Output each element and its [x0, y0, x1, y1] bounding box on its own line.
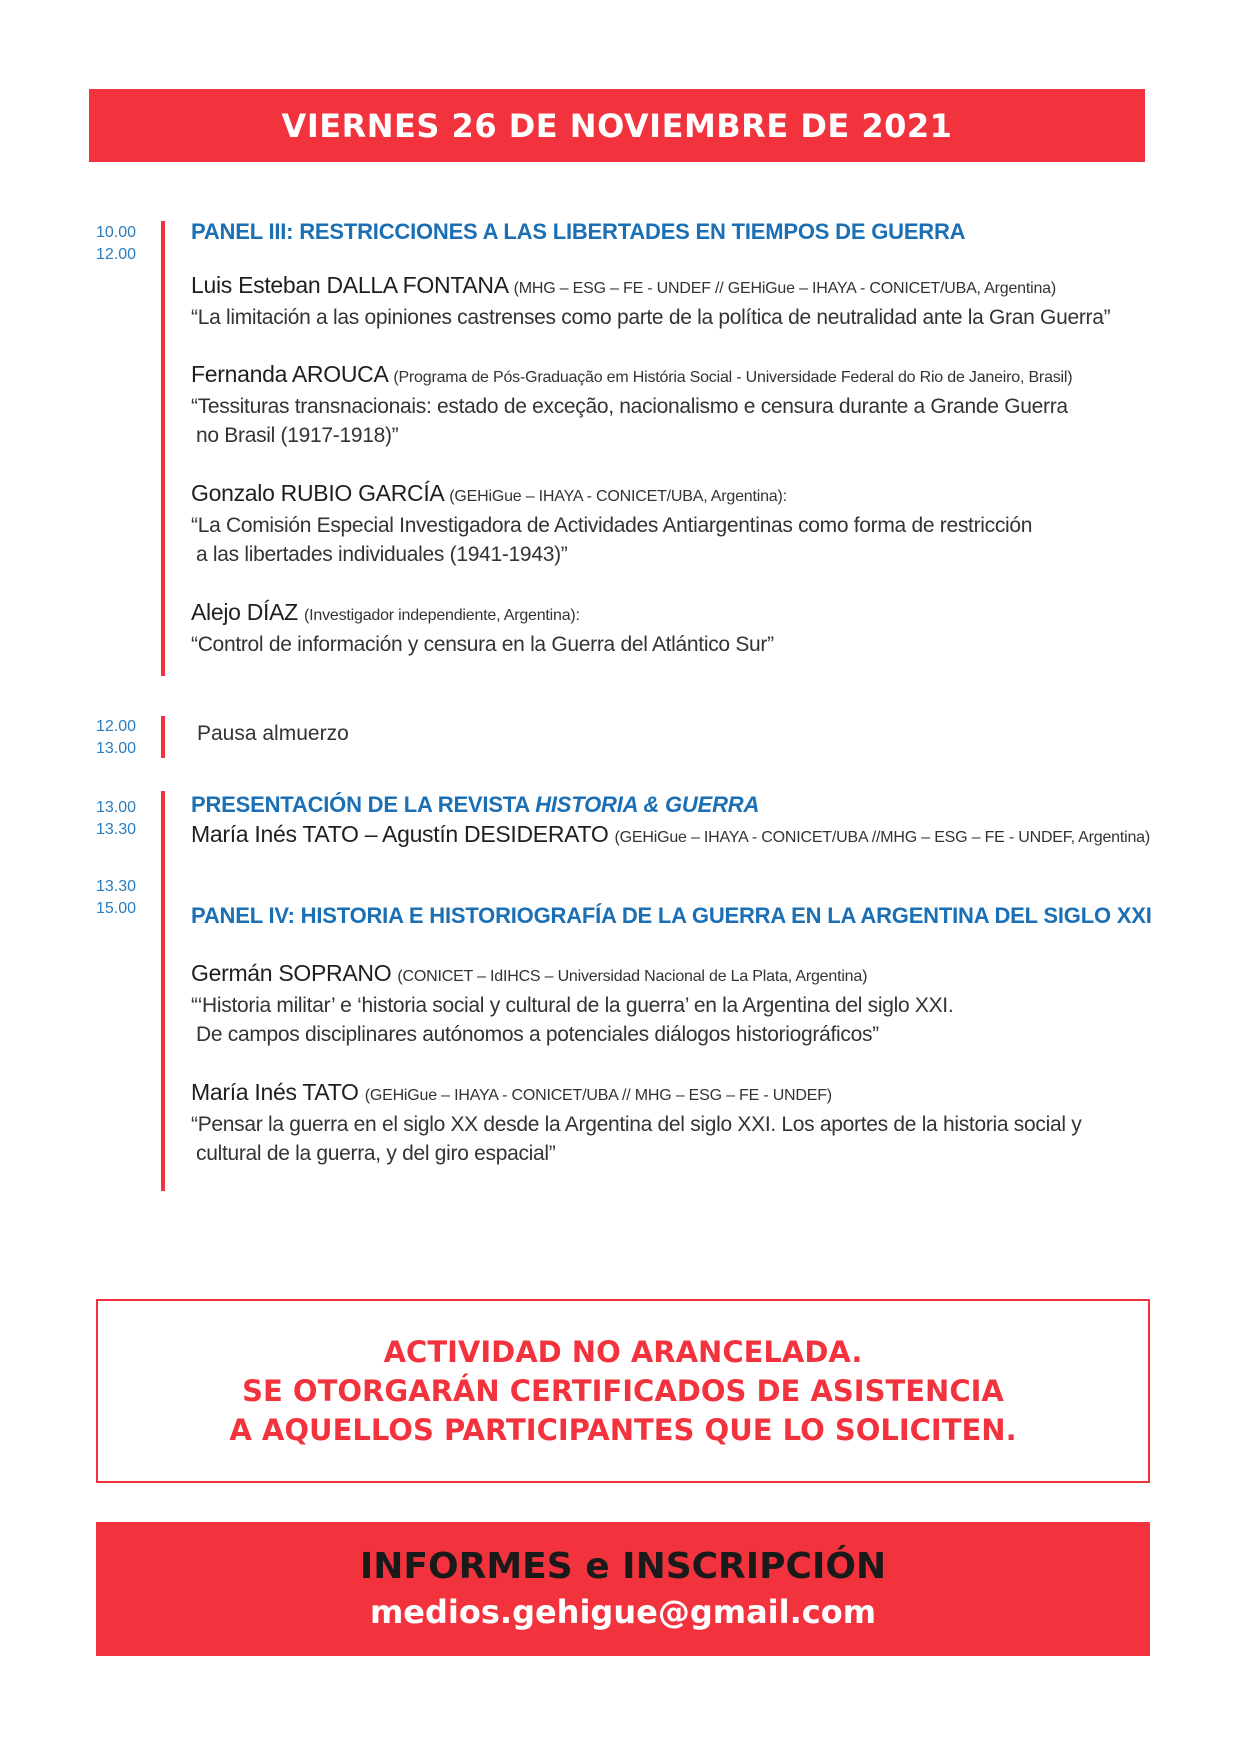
speaker-name: Fernanda AROUCA — [191, 361, 388, 387]
time-end: 15.00 — [96, 900, 137, 917]
speaker-name: Alejo DÍAZ — [191, 599, 298, 625]
time-slot-panel4 — [96, 876, 136, 920]
presentation-block — [191, 790, 1201, 852]
notice-box — [96, 1299, 1150, 1483]
journal-name: HISTORIA & GUERRA — [535, 792, 760, 817]
speaker-affiliation: (GEHiGue – IHAYA - CONICET/UBA //MHG – ESG – FE - UNDEF, Argentina) — [614, 829, 1150, 846]
session-divider-bar — [161, 221, 165, 676]
time-start: 13.00 — [96, 799, 137, 816]
speaker-name: María Inés TATO – Agustín DESIDERATO — [191, 821, 609, 847]
lunch-block — [197, 722, 1207, 746]
notice-line: ACTIVIDAD NO ARANCELADA. — [383, 1334, 863, 1369]
time-start: 12.00 — [96, 718, 137, 735]
date-title: VIERNES 26 DE NOVIEMBRE DE 2021 — [281, 106, 953, 145]
talk-title-continued: cultural de la guerra, y del giro espacial” — [196, 1142, 556, 1165]
contact-banner — [96, 1522, 1150, 1656]
panel-title: PANEL IV: HISTORIA E HISTORIOGRAFÍA DE LA GUERRA EN LA ARGENTINA DEL SIGLO XXI — [191, 903, 1152, 928]
speaker-affiliation: (CONICET – IdIHCS – Universidad Nacional de La Plata, Argentina) — [397, 968, 868, 985]
talk-item — [191, 360, 1201, 450]
talk-item — [191, 959, 1201, 1049]
time-end: 13.00 — [96, 740, 137, 757]
talk-item — [191, 271, 1201, 332]
speaker-line — [191, 598, 1201, 630]
talk-title: “‘Historia militar’ e ‘historia social y cultural de la guerra’ en la Argentina del siglo XXI. — [191, 994, 954, 1017]
speaker-affiliation: (Programa de Pós-Graduação em História Social - Universidade Federal do Rio de Janeiro, Brasil) — [393, 369, 1073, 386]
speaker-line — [191, 479, 1201, 511]
speaker-affiliation: (Investigador independiente, Argentina): — [304, 607, 580, 624]
time-slot-presentation — [96, 797, 136, 841]
time-slot-panel3 — [96, 222, 136, 266]
speaker-line — [191, 1078, 1201, 1110]
talk-title: “Pensar la guerra en el siglo XX desde la Argentina del siglo XXI. Los aportes de la historia social y — [191, 1113, 1082, 1136]
panel3-block — [191, 217, 1201, 659]
talk-item — [191, 598, 1201, 659]
talk-item — [191, 1078, 1201, 1168]
speaker-name: Luis Esteban DALLA FONTANA — [191, 272, 508, 298]
talk-title: “Tessituras transnacionais: estado de exceção, nacionalismo e censura durante a Grande Guerra — [191, 395, 1068, 418]
time-slot-lunch — [96, 716, 136, 760]
lunch-label: Pausa almuerzo — [197, 722, 349, 745]
speaker-affiliation: (GEHiGue – IHAYA - CONICET/UBA, Argentina): — [449, 488, 787, 505]
speaker-name: María Inés TATO — [191, 1079, 359, 1105]
talk-title-continued: a las libertades individuales (1941-1943)” — [196, 543, 568, 566]
speaker-name: Germán SOPRANO — [191, 960, 392, 986]
talk-title: “La Comisión Especial Investigadora de Actividades Antiargentinas como forma de restricción — [191, 514, 1033, 537]
date-banner — [89, 89, 1145, 162]
presentation-title-prefix: PRESENTACIÓN DE LA REVISTA — [191, 792, 536, 817]
panel-title: PANEL III: RESTRICCIONES A LAS LIBERTADES EN TIEMPOS DE GUERRA — [191, 219, 966, 244]
speaker-affiliation: (GEHiGue – IHAYA - CONICET/UBA // MHG – ESG – FE - UNDEF) — [364, 1087, 832, 1104]
contact-email-link[interactable]: medios.gehigue@gmail.com — [369, 1593, 877, 1631]
time-end: 13.30 — [96, 821, 137, 838]
session-divider-bar — [161, 791, 165, 1191]
speaker-line — [191, 959, 1201, 991]
contact-title: INFORMES e INSCRIPCIÓN — [359, 1546, 887, 1587]
speaker-line — [191, 271, 1201, 303]
time-end: 12.00 — [96, 246, 137, 263]
talk-title-continued: no Brasil (1917-1918)” — [196, 424, 399, 447]
talk-item — [191, 479, 1201, 569]
time-start: 13.30 — [96, 878, 137, 895]
talk-title: “Control de información y censura en la Guerra del Atlántico Sur” — [191, 633, 774, 656]
speaker-line — [191, 820, 1201, 852]
speaker-affiliation: (MHG – ESG – FE - UNDEF // GEHiGue – IHAYA - CONICET/UBA, Argentina) — [513, 280, 1056, 297]
talk-title: “La limitación a las opiniones castrenses como parte de la política de neutralidad ante la Gran Guerra” — [191, 306, 1111, 329]
panel4-block — [191, 901, 1201, 1168]
notice-line: A AQUELLOS PARTICIPANTES QUE LO SOLICITEN. — [229, 1412, 1017, 1447]
speaker-name: Gonzalo RUBIO GARCÍA — [191, 480, 444, 506]
time-start: 10.00 — [96, 224, 137, 241]
talk-title-continued: De campos disciplinares autónomos a potenciales diálogos historiográficos” — [196, 1023, 879, 1046]
session-divider-bar — [161, 716, 165, 758]
presentation-title — [191, 790, 1201, 820]
speaker-line — [191, 360, 1201, 392]
notice-line: SE OTORGARÁN CERTIFICADOS DE ASISTENCIA — [242, 1373, 1004, 1408]
